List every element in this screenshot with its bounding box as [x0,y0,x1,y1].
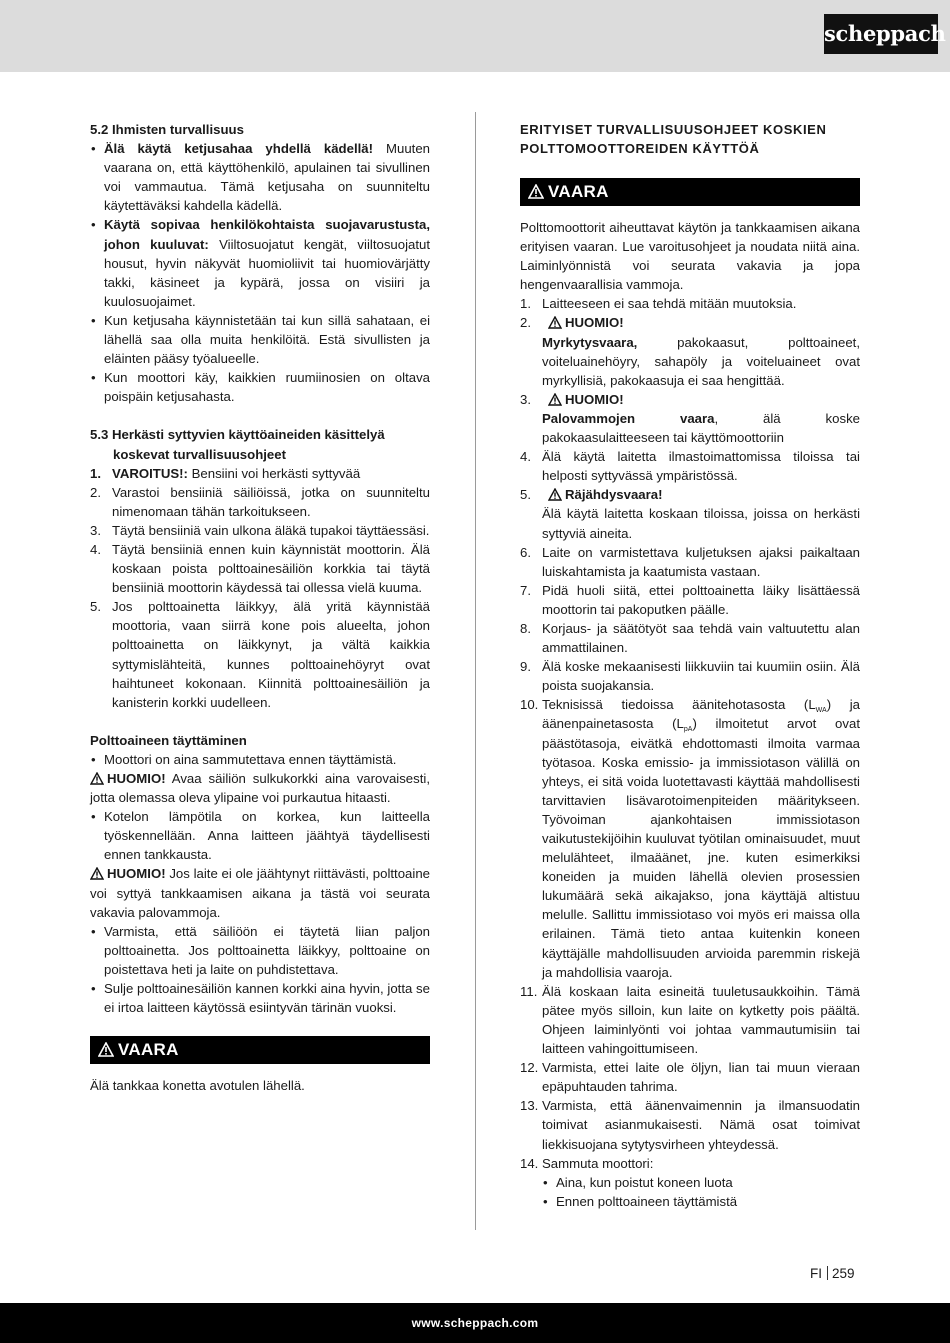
list-item: 5. Jos polttoainetta läikkyy, älä yritä käynnistää moottoria, vaan siirrä kone pois alueelta, johon polttoainetta on läikkynyt, ja vältä kaikkia syttymislähteitä, kunnes polttoainehöyryt ovat haihtuneet kokonaan. Kiinnitä polttoainesäiliön ja kanisterin korkki uudelleen. [90,599,430,710]
header-band [0,0,950,72]
danger-banner: VAARA [520,178,860,206]
list-item: 3. HUOMIO! Palovammojen vaara, älä koske pakokaasulaitteeseen tai käyttömoottoriin [520,391,860,446]
section-title: ERITYISET TURVALLISUUSOHJEET KOSKIEN POLTTOMOOTTOREIDEN KÄYTTÖÄ [520,122,827,156]
list-item: 1. VAROITUS!: Bensiini voi herkästi syttyvää [90,465,361,481]
bullet-item: • Kun ketjusaha käynnistetään tai kun sillä sahataan, ei lähellä saa olla muita henkilöitä. Estä sivullisten ja eläinten pääsy työalueelle. [90,311,430,368]
bullet-item: • Älä käytä ketjusahaa yhdellä kädellä! Muuten vaarana on, että käyttöhenkilö, apulainen tai sivullinen voi vammautua. Tämä ketjusaha on suunniteltu käytettäväksi kahdella kädellä. [90,139,430,215]
left-column [90,120,430,1095]
list-item: 6. Laite on varmistettava kuljetuksen ajaksi paikaltaan luiskahtamista ja kaatumista vastaan. [520,544,860,579]
bullet-item: • Kotelon lämpötila on korkea, kun laitteella työskennellään. Anna laitteen jäähtyä täydellisesti ennen tankkausta. [90,807,430,864]
list-item: 4. Täytä bensiiniä ennen kuin käynnistät moottorin. Älä koskaan poista polttoainesäiliön korkkia tai täytä bensiiniä moottorin käydessä tai ollessa vielä kuuma. [90,541,430,596]
danger-banner: VAARA [90,1036,430,1064]
list-item: 1. Laitteeseen ei saa tehdä mitään muutoksia. [520,296,797,312]
sub-bullet-item: • Ennen polttoaineen täyttämistä [520,1192,860,1211]
warning-note: HUOMIO! Jos laite ei ole jäähtynyt riittävästi, polttoaine voi syttyä tankkaamisen aikana ja tästä voi seurata vakavia palovammoja. [90,866,430,920]
section-title: Polttoaineen täyttäminen [90,732,247,748]
right-column [520,120,860,1211]
warning-triangle-icon [548,488,562,501]
bullet-item: • Moottori on aina sammutettava ennen täyttämistä. [90,750,430,769]
sub-bullet-item: • Aina, kun poistut koneen luota [520,1173,860,1192]
numbered-list [90,464,430,712]
warning-triangle-icon [90,772,104,785]
list-item: 11. Älä koskaan laita esineitä tuuletusaukkoihin. Tämä pätee myös silloin, kun laite on kytketty pois päältä. Ohjeen laiminlyönti voi johtaa vammautumisiin tai laitteen vahingoittumiseen. [520,983,860,1057]
bullet-item: • Sulje polttoainesäiliön kannen korkki aina hyvin, jotta se ei irtoa laitteen käytössä esiintyvän tärinän vuoksi. [90,979,430,1017]
list-item: 8. Korjaus- ja säätötyöt saa tehdä vain valtuutettu alan ammattilainen. [520,620,860,656]
list-item: 3. Täytä bensiiniä vain ulkona äläkä tupakoi täyttäessäsi. [90,522,430,538]
warning-triangle-icon [548,393,562,406]
bullet-item: • Käytä sopivaa henkilökohtaista suojavarustusta, johon kuuluvat: Viiltosuojatut kengät, viiltosuojatut housut, hyvin näkyvät huomioliivit tai huomiovärjätty takki, käsineet ja kypärä, jossa on visiiri ja kuulosuojaimet. [90,215,430,310]
intro-paragraph: Polttomoottorit aiheuttavat käytön ja tankkaamisen aikana erityisen vaaran. Lue varoitusohjeet ja noudata niitä aina. Laiminlyönnistä voi seurata vakavia ja jopa hengenvaarallisia vammoja. [520,220,860,293]
list-item: 14. Sammuta moottori: [520,1155,654,1171]
danger-text: Älä tankkaa konetta avotulen lähellä. [90,1078,305,1094]
bullet-item: • Varmista, että säiliöön ei täytetä liian paljon polttoainetta. Jos polttoainetta läikkyy, polttoaine on poistettava heti ja laite on puhdistettava. [90,922,430,979]
warning-triangle-icon [90,867,104,880]
list-item: 7. Pidä huoli siitä, ettei polttoainetta läiky lisättäessä moottorin tai pakoputken päälle. [520,582,860,617]
warning-triangle-icon [548,316,562,329]
footer-url: www.scheppach.com [0,1303,950,1343]
brand-logo: scheppach [824,14,938,54]
list-item: 2. Varastoi bensiiniä säiliöissä, jotka on suunniteltu nimenomaan tähän tarkoitukseen. [90,484,430,519]
list-item: 4. Älä käytä laitetta ilmastoimattomissa tiloissa tai helposti syttyvässä ympäristössä. [520,449,860,484]
column-divider [475,112,476,1230]
list-item: 13. Varmista, että äänenvaimennin ja ilmansuodatin toimivat asianmukaisesti. Nämä osat toimivat liekkisuojana sytytysvirheen yhteydessä. [520,1098,860,1152]
warning-triangle-icon [528,184,544,199]
list-item: 12. Varmista, ettei laite ole öljyn, lian tai muun vieraan epäpuhtauden tahrima. [520,1060,860,1095]
section-title: 5.3 Herkästi syttyvien käyttöaineiden käsittelyä koskevat turvallisuusohjeet [90,427,385,462]
page-number: FI 259 [810,1266,855,1281]
bullet-item: • Kun moottori käy, kaikkien ruumiinosien on oltava poispäin ketjusahasta. [90,368,430,406]
list-item: 5. Räjähdysvaara! Älä käytä laitetta koskaan tiloissa, joissa on herkästi syttyviä aineita. [520,487,860,541]
list-item: 2. HUOMIO! Myrkytysvaara, pakokaasut, polttoaineet, voiteluainehöyry, sahapöly ja voiteluaineet ovat myrkyllisiä, pakokaasuja ei saa hengittää. [520,315,860,388]
list-item: 9. Älä koske mekaanisesti liikkuviin tai kuumiin osiin. Älä poista suojakansia. [520,659,860,694]
section-title: 5.2 Ihmisten turvallisuus [90,122,244,137]
warning-triangle-icon [98,1042,114,1057]
warning-note: HUOMIO! Avaa säiliön sulkukorkki aina varovaisesti, jotta olemassa oleva ylipaine voi purkautua hitaasti. [90,771,430,806]
list-item: 10. Teknisissä tiedoissa äänitehotasosta $(L_{WA})$ ja äänenpainetasosta $(L_{pA})$ ilmoitetut arvot ovat päästötasoja, eivätkä ehdottomasti ilmoita varmaa työtasoa. Koska emissio- ja immissiotason välillä on yhteys, ei sitä voida luotettavasti käyttää mahdollisesti tarvittavien lisävarotoimenpiteiden määritykseen. Työvoiman ajankohtaisen immissiotason vaikutustekijöihin kuuluvat työtilan ominaisuudet, muut melulähteet, ilmaäänet, jne. kuten esimerkiksi koneiden ja muiden lähellä olevien prosessien lukumäärä sekä aikajakso, jona käyttäjä altistuu melulle. Sallittu immissiotaso voi myös eri maissa olla erilainen. Tämä tieto antaa kuitenkin koneen käyttäjälle mahdollisuuden arvioida paremmin riskejä ja mahdollisia vaaroja. [520,697,860,980]
